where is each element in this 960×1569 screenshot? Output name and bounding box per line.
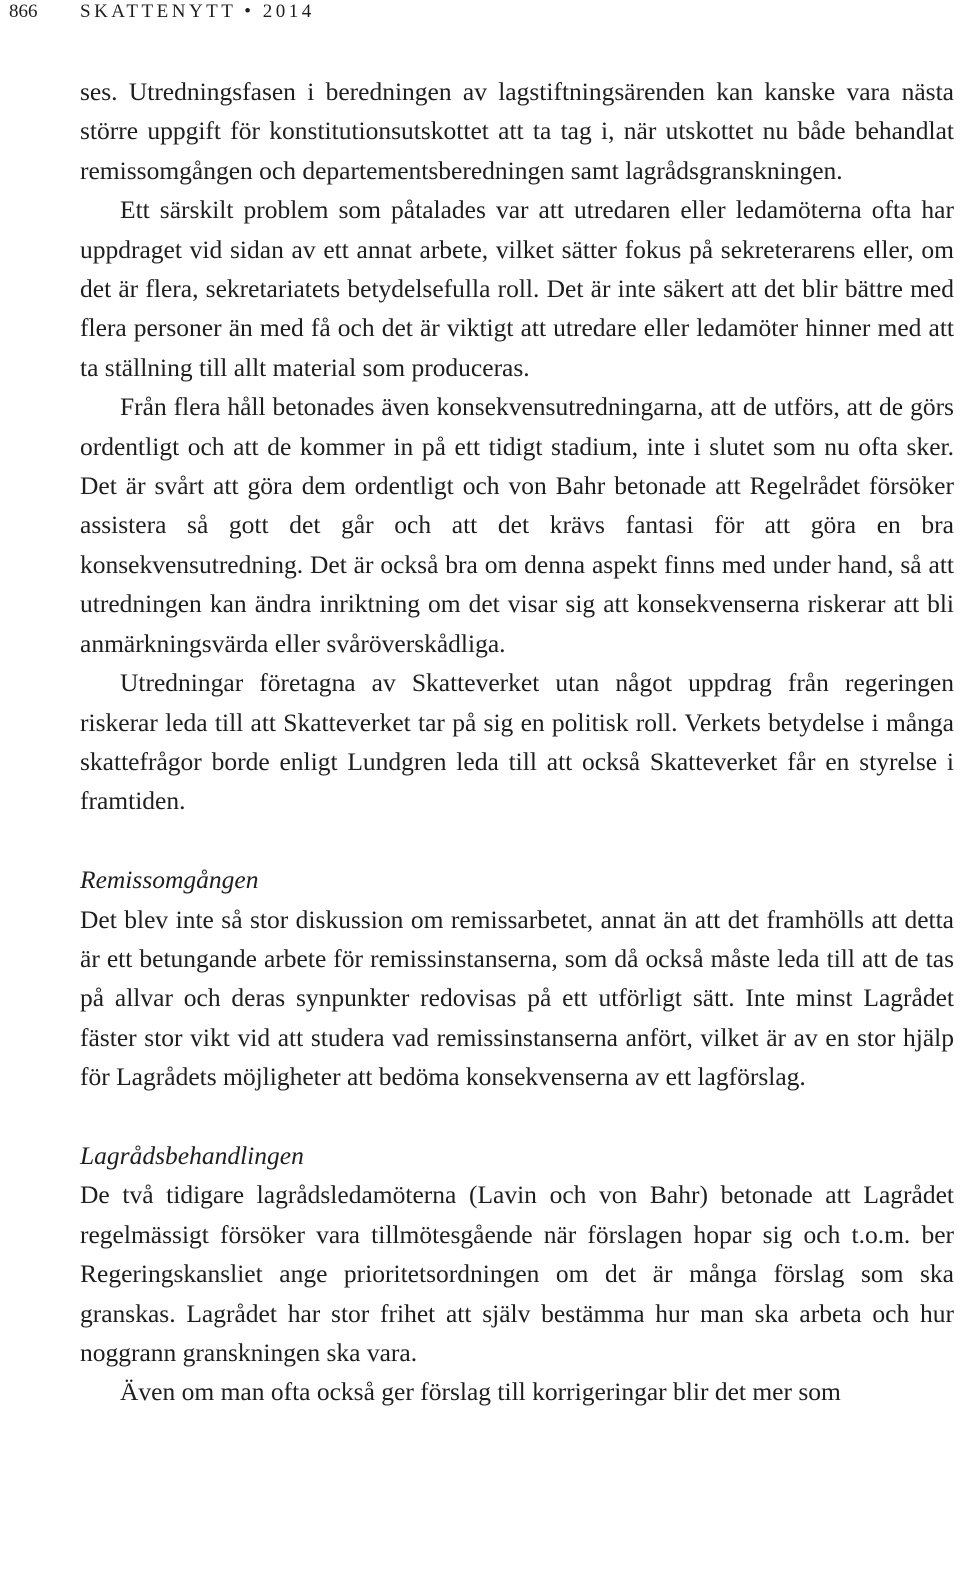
paragraph: Utredningar företagna av Skatteverket utan något uppdrag från regeringen riskerar leda till att Skatteverket tar på sig en politisk roll. Verkets betydelse i många skattefrågor borde enligt Lundgren leda till att också Skatteverket får en styrelse i framtiden.	[80, 668, 954, 816]
paragraph: De två tidigare lagrådsledamöterna (Lavin och von Bahr) betonade att Lagrådet regelmässigt försöker vara tillmötesgående när förslagen hopar sig och t.o.m. ber Regeringskansliet ange prioritetsordningen om det är många förslag som ska granskas. Lagrådet har stor frihet att själv bestämma hur man ska arbeta och hur noggrann granskningen ska vara.	[80, 1180, 954, 1367]
journal-name: SKATTENYTT	[80, 1, 237, 22]
paragraph: Från flera håll betonades även konsekvensutredningarna, att de utförs, att de görs ordentligt och att de kommer in på ett tidigt stadium, inte i slutet som nu ofta sker. Det är svårt att göra dem ordentligt och von Bahr betonade att Regelrådet försöker assistera så gott det går och att det krävs fantasi för att göra en bra konsekvensutredning. Det är också bra om denna aspekt finns med under hand, så att utredningen kan ändra inriktning om det visar sig att konsekvenserna riskerar att bli anmärkningsvärda eller svåröverskådliga.	[80, 392, 954, 658]
section-continuation	[80, 72, 954, 821]
section-heading: Remissomgången	[80, 865, 259, 895]
paragraph: ses. Utredningsfasen i beredningen av lagstiftningsärenden kan kanske vara nästa större uppgift för konstitutionsutskottet att ta tag i, när utskottet nu både behandlat remissomgången och departementsberedningen samt lagrådsgranskningen.	[80, 77, 954, 185]
paragraph: Det blev inte så stor diskussion om remissarbetet, annat än att det framhölls att detta är ett betungande arbete för remissinstanserna, som då också måste leda till att de tas på allvar och deras synpunkter redovisas på ett utförligt sätt. Inte minst Lagrådet fäster stor vikt vid att studera vad remissinstanserna anfört, vilket är av en stor hjälp för Lagrådets möjligheter att bedöma konsekvenserna av ett lagförslag.	[80, 904, 954, 1092]
section-lagradsbehandlingen	[80, 1136, 954, 1412]
paragraph: Ett särskilt problem som påtalades var att utredaren eller ledamöterna ofta har uppdraget vid sidan av ett annat arbete, vilket sätter fokus på sekreterarens eller, om det är flera, sekretariatets betydelsefulla roll. Det är inte säkert att det blir bättre med flera personer än med få och det är viktigt att utredare eller ledamöter hinner med att ta ställning till allt material som produceras.	[80, 195, 954, 382]
article-body	[80, 72, 954, 1412]
journal-title	[80, 0, 315, 24]
paragraph: Även om man ofta också ger förslag till korrigeringar blir det mer som	[120, 1377, 841, 1407]
section-remissomgangen	[80, 860, 954, 1096]
journal-year: 2014	[262, 1, 315, 22]
section-heading: Lagrådsbehandlingen	[80, 1140, 304, 1170]
bullet-separator: •	[244, 1, 255, 22]
page-number: 866	[9, 1, 38, 22]
